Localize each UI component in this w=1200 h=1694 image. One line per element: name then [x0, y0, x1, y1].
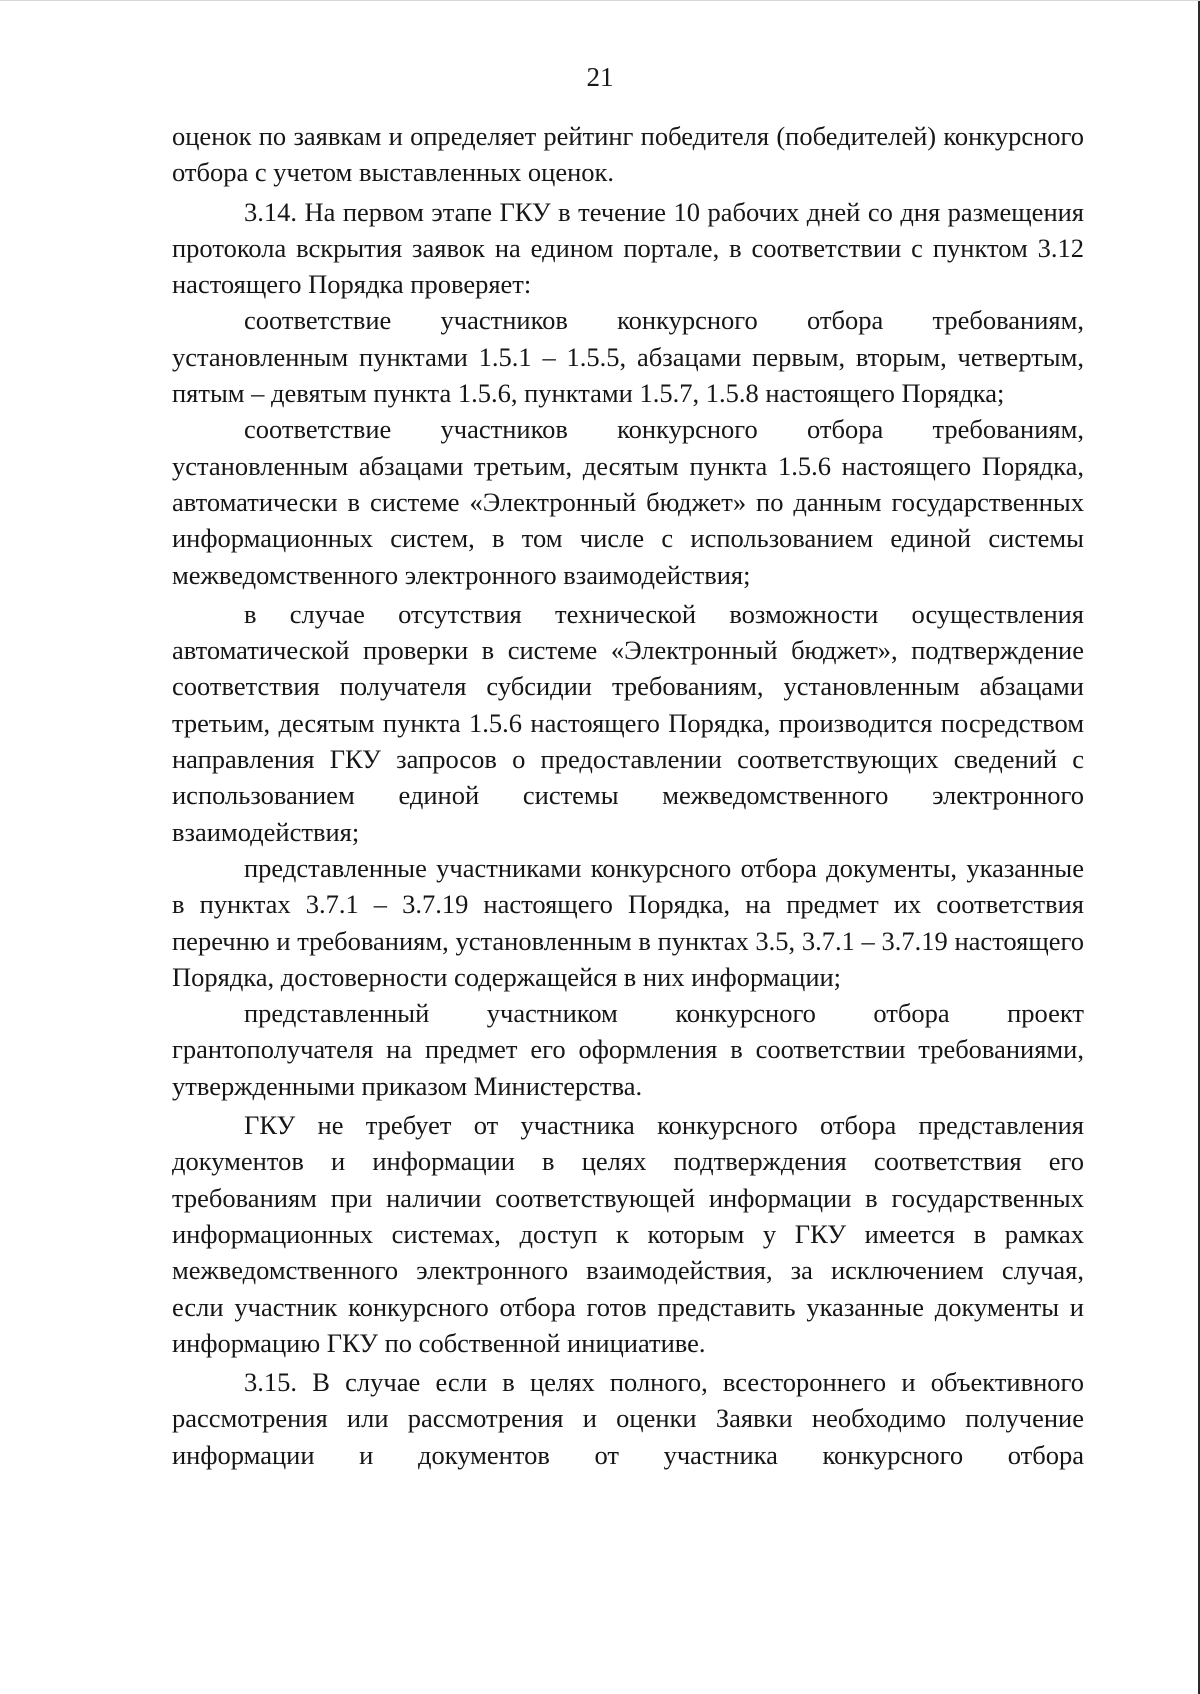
- paragraph-documents-check: представленные участниками конкурсного отбора документы, указанные в пунктах 3.7.1 – 3.7.19 настоящего Порядка, на предмет их соответствия перечню и требованиям, установленным в пунктах 3.5, 3.7.1 – 3.7.19 настоящего Порядка, достоверности содержащейся в них информации;: [172, 852, 1084, 992]
- paragraph-3-14: 3.14. На первом этапе ГКУ в течение 10 рабочих дней со дня размещения протокола вскрытия заявок на едином портале, в соответствии с пунктом 3.12 настоящего Порядка проверяет:: [172, 196, 1084, 300]
- paragraph-project-check: представленный участником конкурсного отбора проект грантополучателя на предмет его оформления в соответствии требованиями, утвержденными приказом Министерства.: [172, 998, 1084, 1101]
- paragraph-3-15: 3.15. В случае если в целях полного, всестороннего и объективного рассмотрения или рассмотрения и оценки Заявки необходимо получение информации и документов от участника конкурсного отбора: [172, 1367, 1084, 1470]
- paragraph-continuation: оценок по заявкам и определяет рейтинг победителя (победителей) конкурсного отбора с учетом выставленных оценок.: [172, 121, 1084, 188]
- page-number: 21: [586, 62, 614, 92]
- document-body: [172, 118, 1084, 1473]
- paragraph-gku-not-require: ГКУ не требует от участника конкурсного отбора представления документов и информации в целях подтверждения соответствия его требованиям при наличии соответствующей информации в государственных информационных системах, доступ к которым у ГКУ имеется в рамках межведомственного электронного взаимодействия, за исключением случая, если участник конкурсного отбора готов представить указанные документы и информацию ГКУ по собственной инициативе.: [172, 1110, 1084, 1358]
- paragraph-check-requirements: соответствие участников конкурсного отбора требованиям, установленным пунктами 1.5.1 – 1.5.5, абзацами первым, вторым, четвертым, пятым – девятым пункта 1.5.6, пунктами 1.5.7, 1.5.8 настоящего Порядка;: [172, 305, 1084, 409]
- paragraph-check-electronic-budget: соответствие участников конкурсного отбора требованиям, установленным абзацами третьим, десятым пункта 1.5.6 настоящего Порядка, автоматически в системе «Электронный бюджет» по данным государственных информационных систем, в том числе с использованием единой системы межведомственного электронного взаимодействия;: [172, 414, 1084, 590]
- scan-edge: [0, 0, 1200, 1]
- paragraph-no-technical-possibility: в случае отсутствия технической возможности осуществления автоматической проверки в системе «Электронный бюджет», подтверждение соответствия получателя субсидии требованиям, установленным абзацами третьим, десятым пункта 1.5.6 настоящего Порядка, производится посредством направления ГКУ запросов о предоставлении соответствующих сведений с использованием единой системы межведомственного электронного взаимодействия;: [172, 598, 1084, 847]
